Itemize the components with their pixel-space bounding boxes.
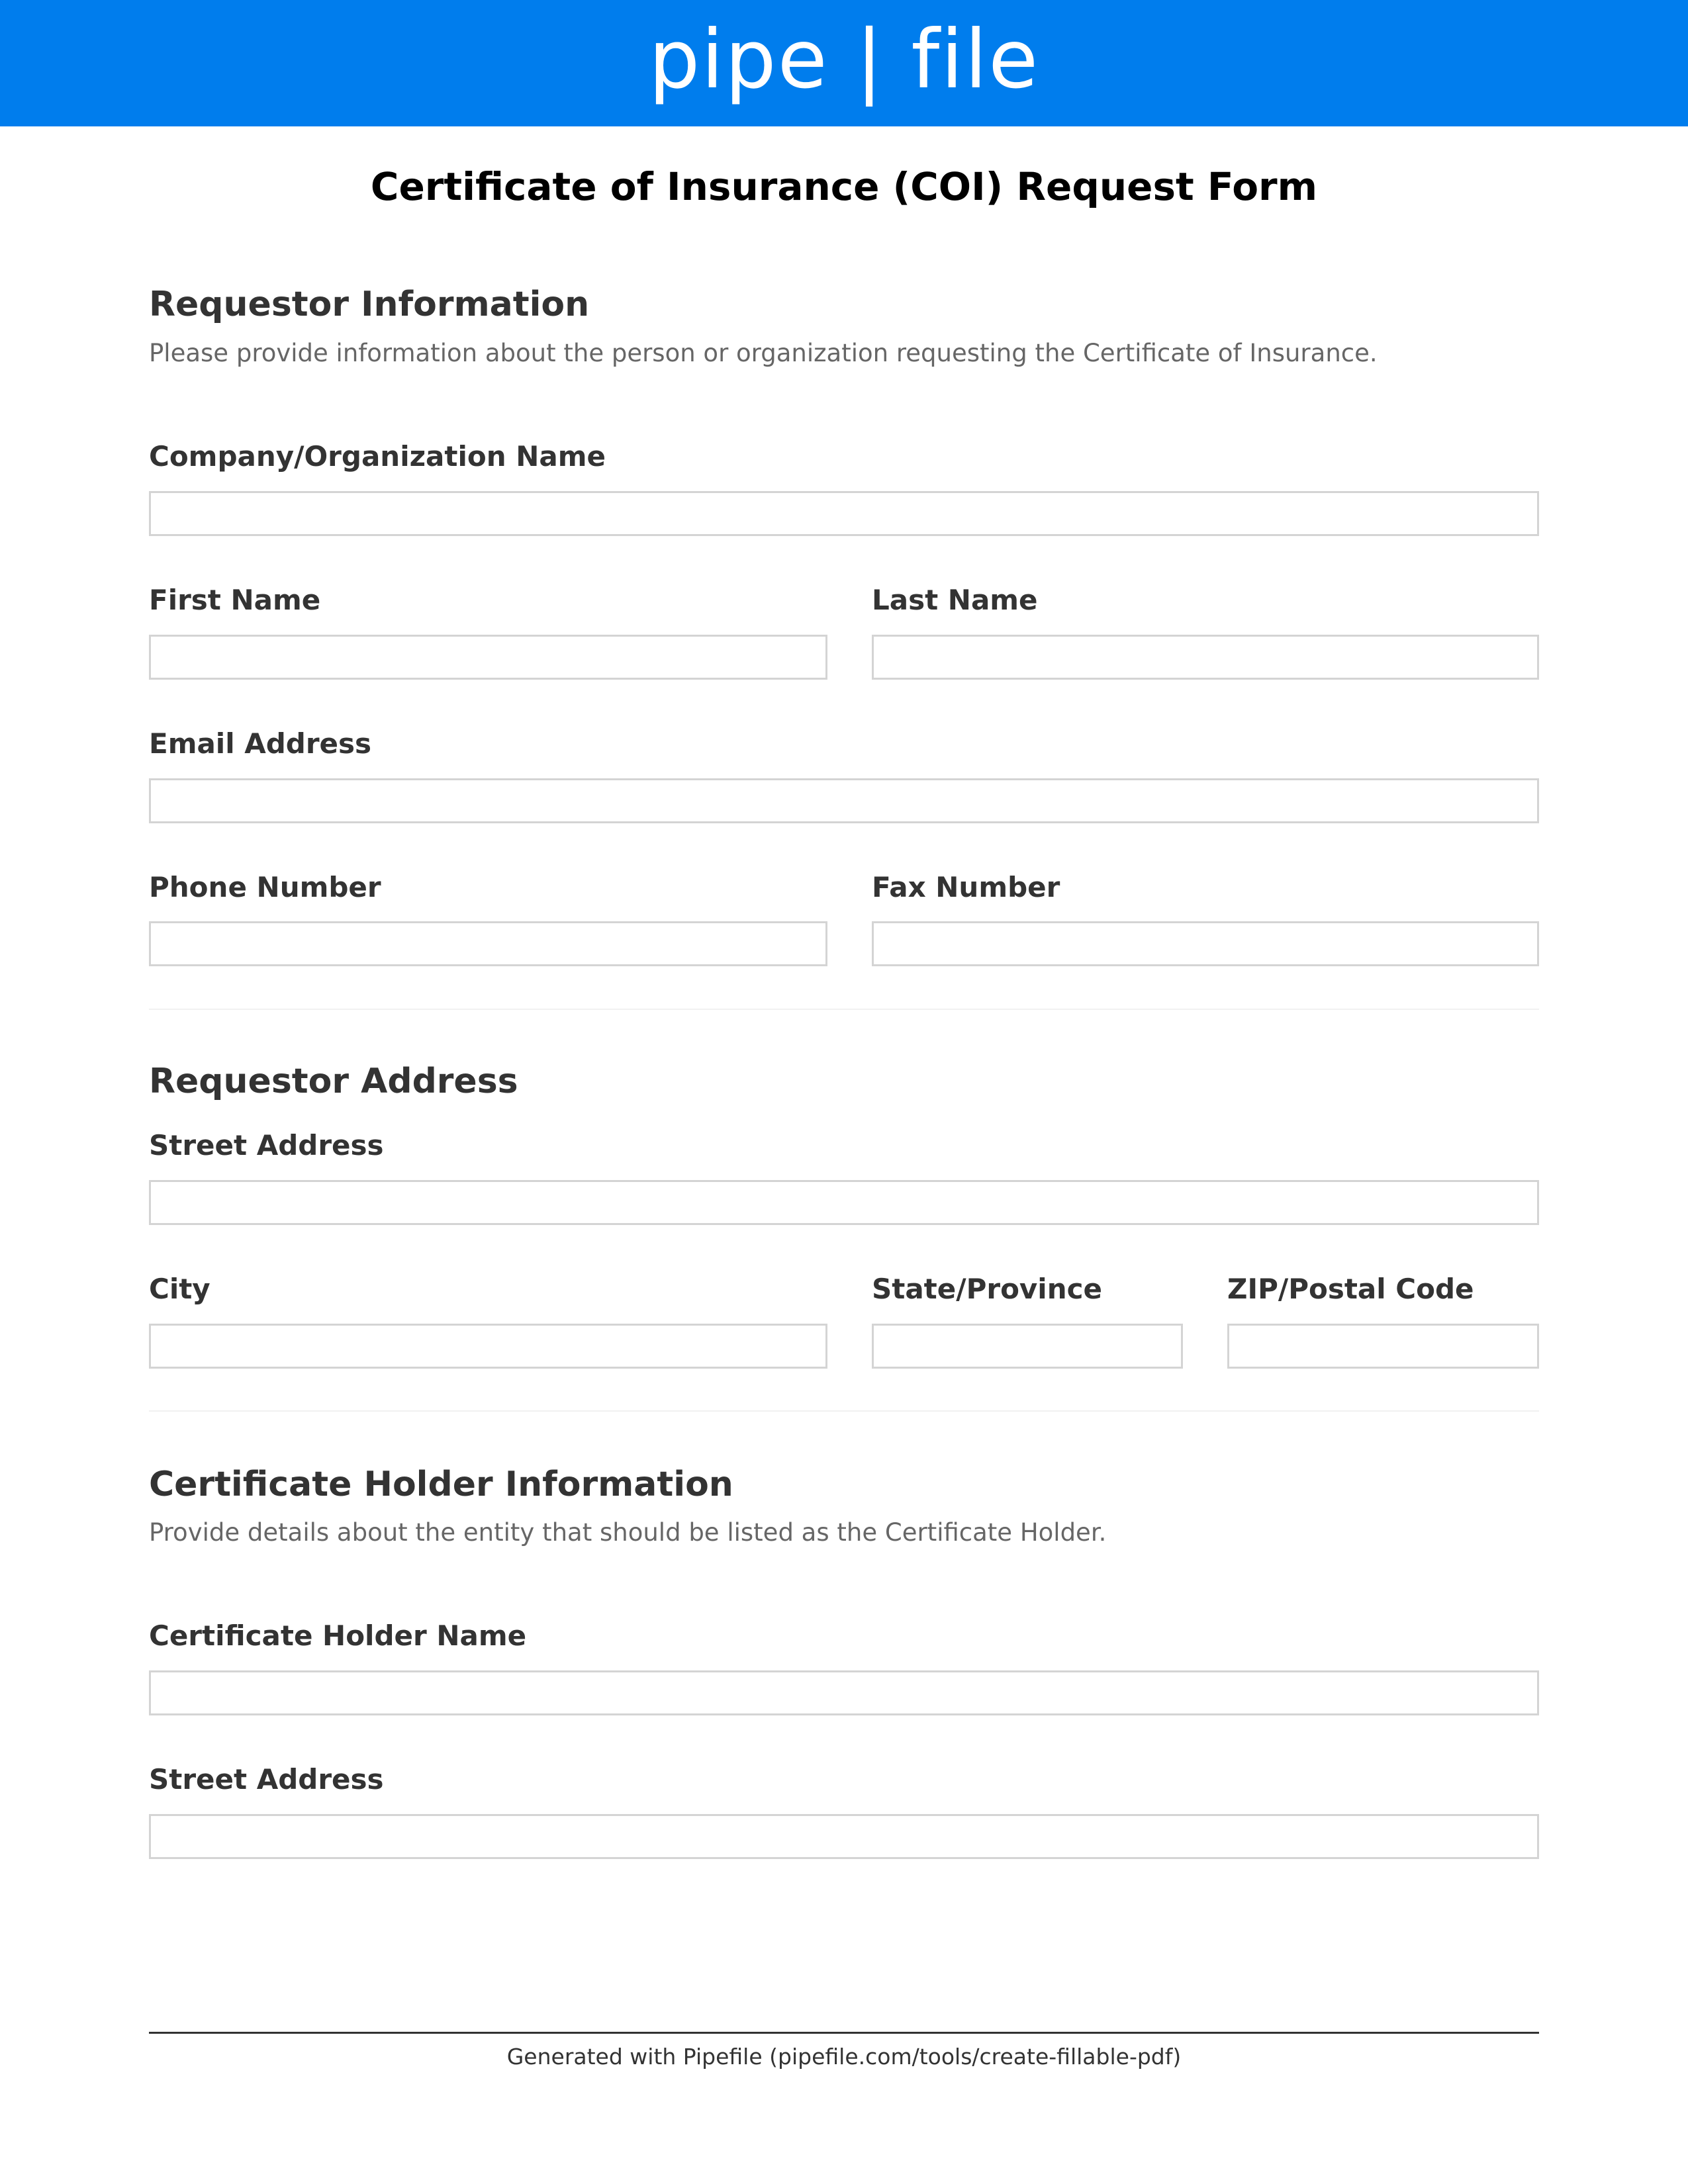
certificate-holder-name-label: Certificate Holder Name <box>149 1619 527 1652</box>
section-heading-certificate-holder: Certificate Holder Information <box>149 1465 733 1504</box>
pipefile-logo: pipe | file <box>648 13 1040 107</box>
section-heading-requestor-information: Requestor Information <box>149 285 590 324</box>
last-name-field[interactable] <box>872 635 1539 680</box>
email-address-label: Email Address <box>149 727 372 760</box>
certificate-holder-street-address-label: Street Address <box>149 1763 384 1796</box>
phone-number-label: Phone Number <box>149 871 381 903</box>
certificate-holder-name-field[interactable] <box>149 1670 1539 1715</box>
first-name-field[interactable] <box>149 635 827 680</box>
state-province-label: State/Province <box>872 1273 1102 1305</box>
section-divider <box>149 1410 1539 1412</box>
section-description-certificate-holder: Provide details about the entity that should be listed as the Certificate Holder. <box>149 1518 1107 1547</box>
section-divider <box>149 1009 1539 1010</box>
section-description-requestor-information: Please provide information about the person or organization requesting the Certificate of Insurance. <box>149 339 1378 367</box>
fax-number-label: Fax Number <box>872 871 1060 903</box>
city-field[interactable] <box>149 1324 827 1369</box>
form-title: Certificate of Insurance (COI) Request Form <box>370 164 1318 209</box>
footer-rule <box>149 2032 1539 2034</box>
company-name-field[interactable] <box>149 491 1539 536</box>
first-name-label: First Name <box>149 584 321 616</box>
zip-postal-code-label: ZIP/Postal Code <box>1227 1273 1474 1305</box>
section-heading-requestor-address: Requestor Address <box>149 1062 518 1101</box>
last-name-label: Last Name <box>872 584 1038 616</box>
street-address-label: Street Address <box>149 1129 384 1161</box>
city-label: City <box>149 1273 211 1305</box>
footer-text: Generated with Pipefile (pipefile.com/tools/create-fillable-pdf) <box>506 2044 1182 2070</box>
company-name-label: Company/Organization Name <box>149 440 606 473</box>
street-address-field[interactable] <box>149 1180 1539 1225</box>
email-address-field[interactable] <box>149 778 1539 823</box>
fax-number-field[interactable] <box>872 921 1539 966</box>
state-province-field[interactable] <box>872 1324 1183 1369</box>
phone-number-field[interactable] <box>149 921 827 966</box>
certificate-holder-street-address-field[interactable] <box>149 1814 1539 1859</box>
zip-postal-code-field[interactable] <box>1227 1324 1539 1369</box>
